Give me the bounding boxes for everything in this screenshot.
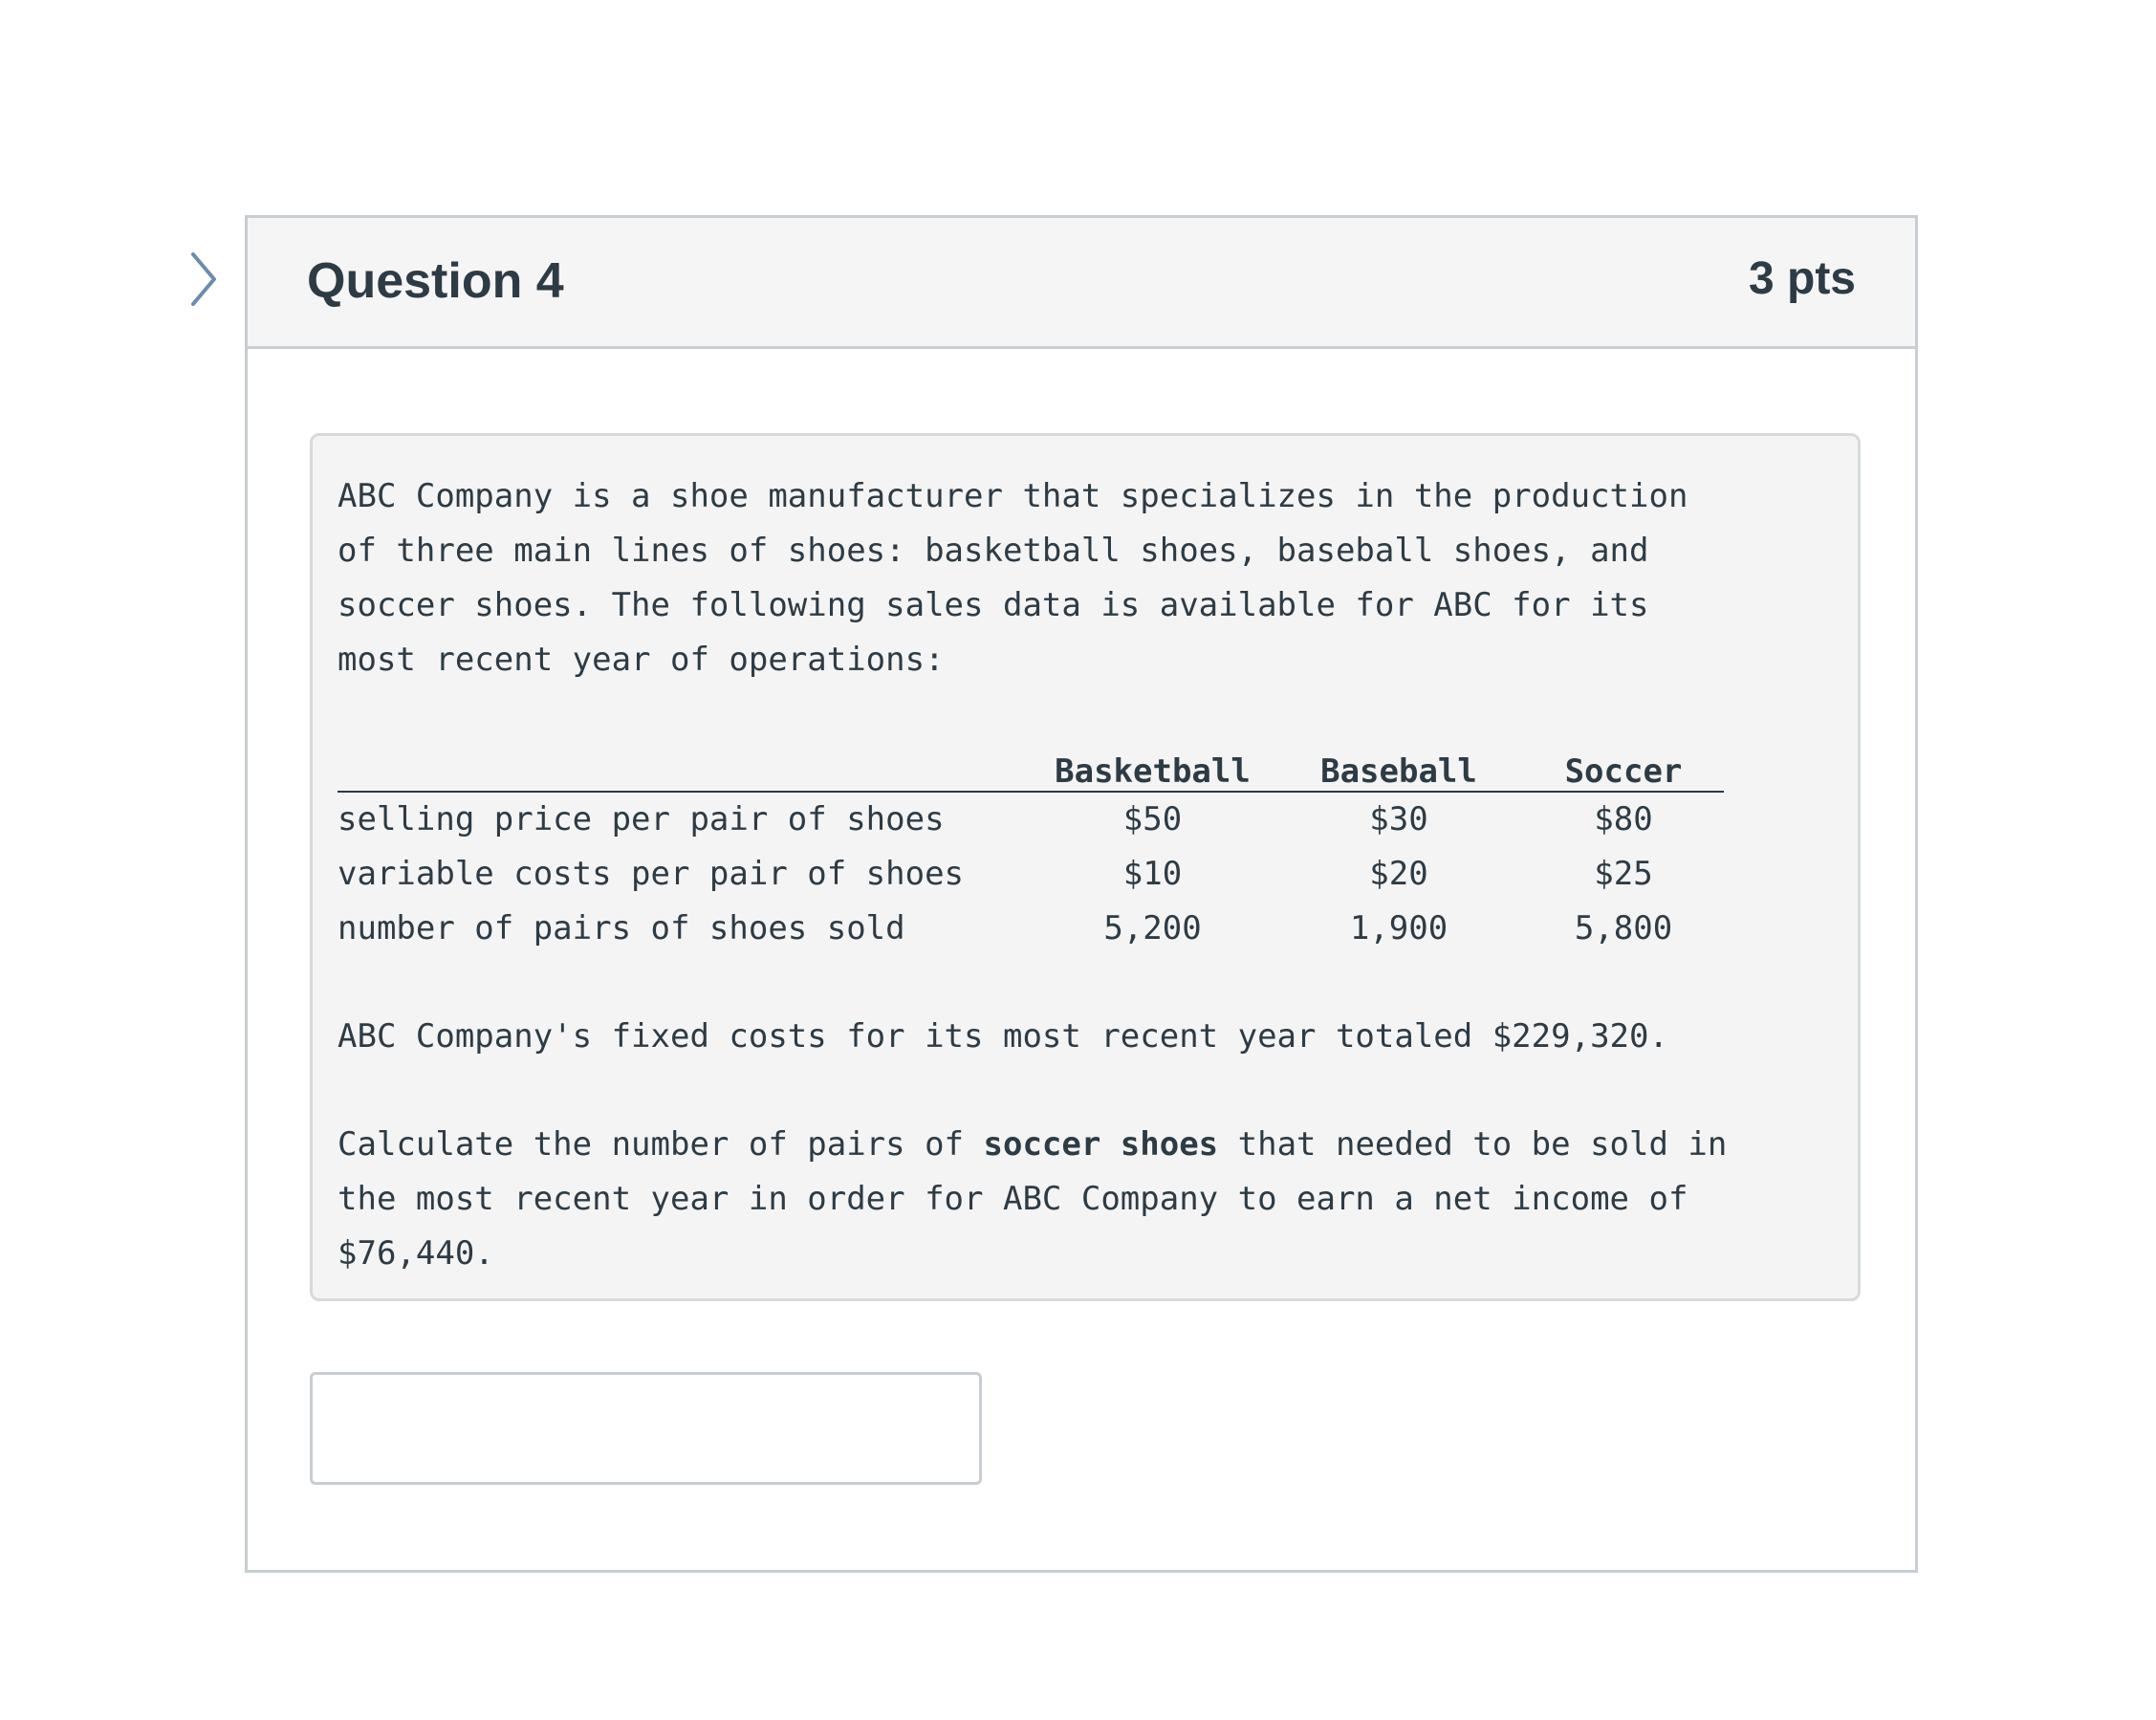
table-header-cell — [338, 747, 1031, 792]
table-cell: $25 — [1594, 855, 1653, 893]
prompt-emphasis: soccer shoes — [983, 1125, 1219, 1164]
question-card — [245, 215, 1918, 1573]
row-label: variable costs per pair of shoes — [338, 855, 965, 893]
table-cell: 1,900 — [1349, 909, 1448, 947]
table-cell: $10 — [1122, 855, 1183, 893]
table-cell: $50 — [1122, 800, 1183, 838]
question-text-box — [310, 433, 1861, 1301]
row-label: number of pairs of shoes sold — [338, 909, 905, 947]
question-prompt — [338, 1118, 1747, 1281]
row-label: selling price per pair of shoes — [338, 800, 945, 838]
fixed-costs-text: ABC Company's fixed costs for its most recent year totaled $229,320. — [338, 1017, 1668, 1056]
table-cell: $30 — [1369, 800, 1428, 838]
table-header-cell: Basketball — [1031, 747, 1274, 792]
prompt-text: that needed to be sold in the most recent year in order for ABC Company to earn a net income of $76,440. — [338, 1125, 1747, 1273]
question-points: 3 pts — [1748, 253, 1856, 304]
chevron-right-icon — [187, 250, 220, 308]
question-title: Question 4 — [307, 253, 564, 309]
table-cell: $80 — [1594, 800, 1653, 838]
table-cell: $20 — [1369, 855, 1428, 893]
table-row — [338, 792, 1724, 847]
prompt-text: Calculate the number of pairs of — [338, 1125, 984, 1164]
table-row — [338, 847, 1724, 902]
question-intro: ABC Company is a shoe manufacturer that specializes in the production of three main lines of shoes: basketball shoes, baseball shoes, and soccer shoes. The following sales data is available for ABC for its most recent year of operations: — [338, 477, 1708, 679]
question-header — [248, 218, 1915, 349]
table-cell: 5,200 — [1103, 909, 1202, 947]
table-cell: 5,800 — [1574, 909, 1673, 947]
table-header-cell: Baseball — [1274, 747, 1523, 792]
answer-input[interactable] — [310, 1372, 982, 1485]
collapse-toggle[interactable] — [187, 250, 220, 308]
table-header-row — [338, 747, 1724, 792]
table-header-cell: Soccer — [1523, 747, 1724, 792]
sales-data-table — [338, 747, 1724, 956]
table-row — [338, 902, 1724, 956]
